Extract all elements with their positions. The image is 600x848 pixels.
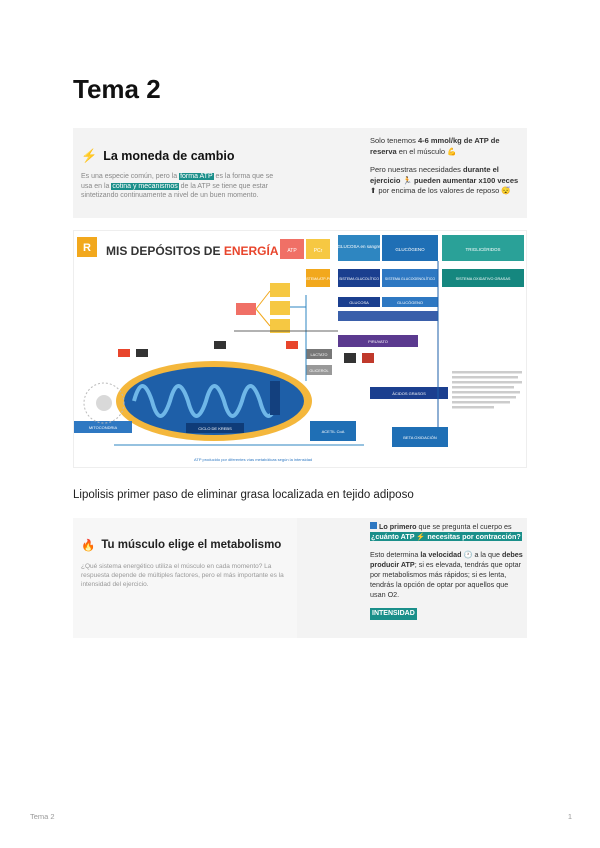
body-text: Es una especie común, pero la [81, 173, 180, 180]
glycolytic-label: SISTEMA GLUCOLÍTICO [339, 277, 379, 281]
card-right-panel [370, 136, 524, 197]
fatty-acids-label: ÁCIDOS GRASOS [392, 391, 426, 396]
highlight-text: cotina y mecanismos [112, 182, 178, 190]
pyruvate-label: PIRUVATO [368, 339, 388, 344]
atp-small-box [236, 303, 256, 315]
card-body [81, 172, 281, 201]
glucose-2-label: GLUCOSA [349, 300, 369, 305]
card-heading [81, 538, 289, 552]
bold-text: debes producir ATP [370, 550, 523, 569]
card-left-panel [81, 148, 281, 201]
atp-label: ATP [287, 248, 297, 254]
footer-page-number: 1 [567, 812, 572, 821]
text: Solo tenemos [370, 136, 418, 145]
energy-deposits-diagram [73, 230, 527, 468]
pcr-small-box-2 [270, 301, 290, 315]
highlight-text: ¿cuánto ATP ⚡ necesitas por contracción? [371, 532, 521, 541]
oxidative-label: SISTEMA OXIDATIVO GRASAS [455, 277, 511, 281]
diagram-note: ATP producido por diferentes vías metabólicas según la intensidad [194, 457, 313, 462]
page-title: Tema 2 [73, 74, 161, 104]
glycogenolytic-label: SISTEMA GLUCOGENOLÍTICO [384, 277, 436, 281]
pyruvate-small-2 [362, 353, 374, 363]
triglycerides-label: TRIGLICÉRIDOS [465, 247, 501, 252]
lactate-label: LACTATO [310, 353, 328, 357]
lightning-icon: ⚡ [81, 148, 98, 163]
annotation-dot-4 [286, 341, 298, 349]
fire-icon: 🔥 [81, 540, 96, 552]
diagram-title: MIS DEPÓSITOS DE ENERGÍA [106, 244, 279, 258]
highlight-text: forma ATP [180, 173, 213, 180]
annotation-dot-1 [118, 349, 130, 357]
metabolism-card [73, 518, 527, 638]
krebs-label: CICLO DE KREBS [198, 426, 232, 431]
phosphagen-label: SISTEMA ATP-PCr [303, 277, 333, 281]
intensity-tag: INTENSIDAD [370, 608, 417, 620]
card-left-panel [73, 518, 297, 638]
needs-paragraph [370, 165, 524, 197]
annotation-dot-3 [214, 341, 226, 349]
lipolysis-caption: Lipolisis primer paso de eliminar grasa localizada en tejido adiposo [73, 489, 414, 501]
side-notes [452, 371, 522, 409]
body-text: de la ATP se tiene que estar sintetizando continuamente a nivel de un buen momento. [81, 182, 268, 199]
text: que se pregunta el cuerpo es [416, 522, 512, 531]
pcr-label: PCr [313, 248, 323, 254]
bold-text: 4-6 mmol/kg de ATP de reserva [370, 136, 500, 156]
transport-chain-box [270, 381, 280, 415]
glucose-glycogen-box [338, 311, 438, 321]
footer-page-name: Tema 2 [30, 812, 55, 821]
glycogen-2-label: GLUCÓGENO [396, 300, 424, 305]
pcr-small-box-1 [270, 283, 290, 297]
atp-info-card [73, 128, 527, 218]
acetyl-label: ACETIL CoA [321, 429, 345, 434]
question-paragraph [370, 522, 524, 542]
mitochondria-label: MITOCONDRIA [88, 425, 118, 430]
glycogen-label: GLUCÓGENO [395, 247, 425, 252]
cell-receptor-core [96, 395, 112, 411]
bold-text: durante el ejercicio [370, 165, 499, 185]
body-text: es la forma que se usa en la [81, 173, 274, 190]
reserve-paragraph [370, 136, 524, 157]
beta-oxidation-label: BETA OXIDACIÓN [403, 435, 437, 440]
info-icon [370, 522, 377, 529]
text: Pero nuestras necesidades [370, 165, 463, 174]
glycerol-label: GLICEROL [309, 369, 329, 373]
annotation-dot-2 [136, 349, 148, 357]
card-right-panel [370, 522, 524, 620]
logo-letter: R [83, 242, 91, 254]
card-body: ¿Qué sistema energético utiliza el músculo en cada momento? La respuesta depende de múltiples factores, pero el más importante es la intensidad del ejercicio. [81, 563, 284, 588]
speed-paragraph [370, 550, 524, 600]
card-title: La moneda de cambio [103, 149, 235, 163]
bold-text: la velocidad [420, 550, 462, 559]
bold-text: Lo primero [379, 522, 417, 531]
text: 🏃 [400, 175, 414, 185]
glucose-label: GLUCOSA en sangre [337, 244, 381, 249]
diagram-svg [74, 231, 528, 469]
card-title: Tu músculo elige el metabolismo [101, 539, 282, 551]
pyruvate-small-1 [344, 353, 356, 363]
text: ; si es elevada, tendrás que optar por metabolismos más rápidos; si es lenta, tendrás la opción de optar por aquellos que usan O2. [370, 560, 522, 599]
text: ⬆ por encima de los valores de reposo 😴 [370, 186, 511, 195]
bold-text: pueden aumentar x100 veces [413, 175, 519, 185]
text: Esto determina [370, 550, 421, 559]
card-heading [81, 148, 281, 164]
text: 🕐 a la que [461, 550, 503, 559]
text: en el músculo 💪 [396, 146, 457, 156]
